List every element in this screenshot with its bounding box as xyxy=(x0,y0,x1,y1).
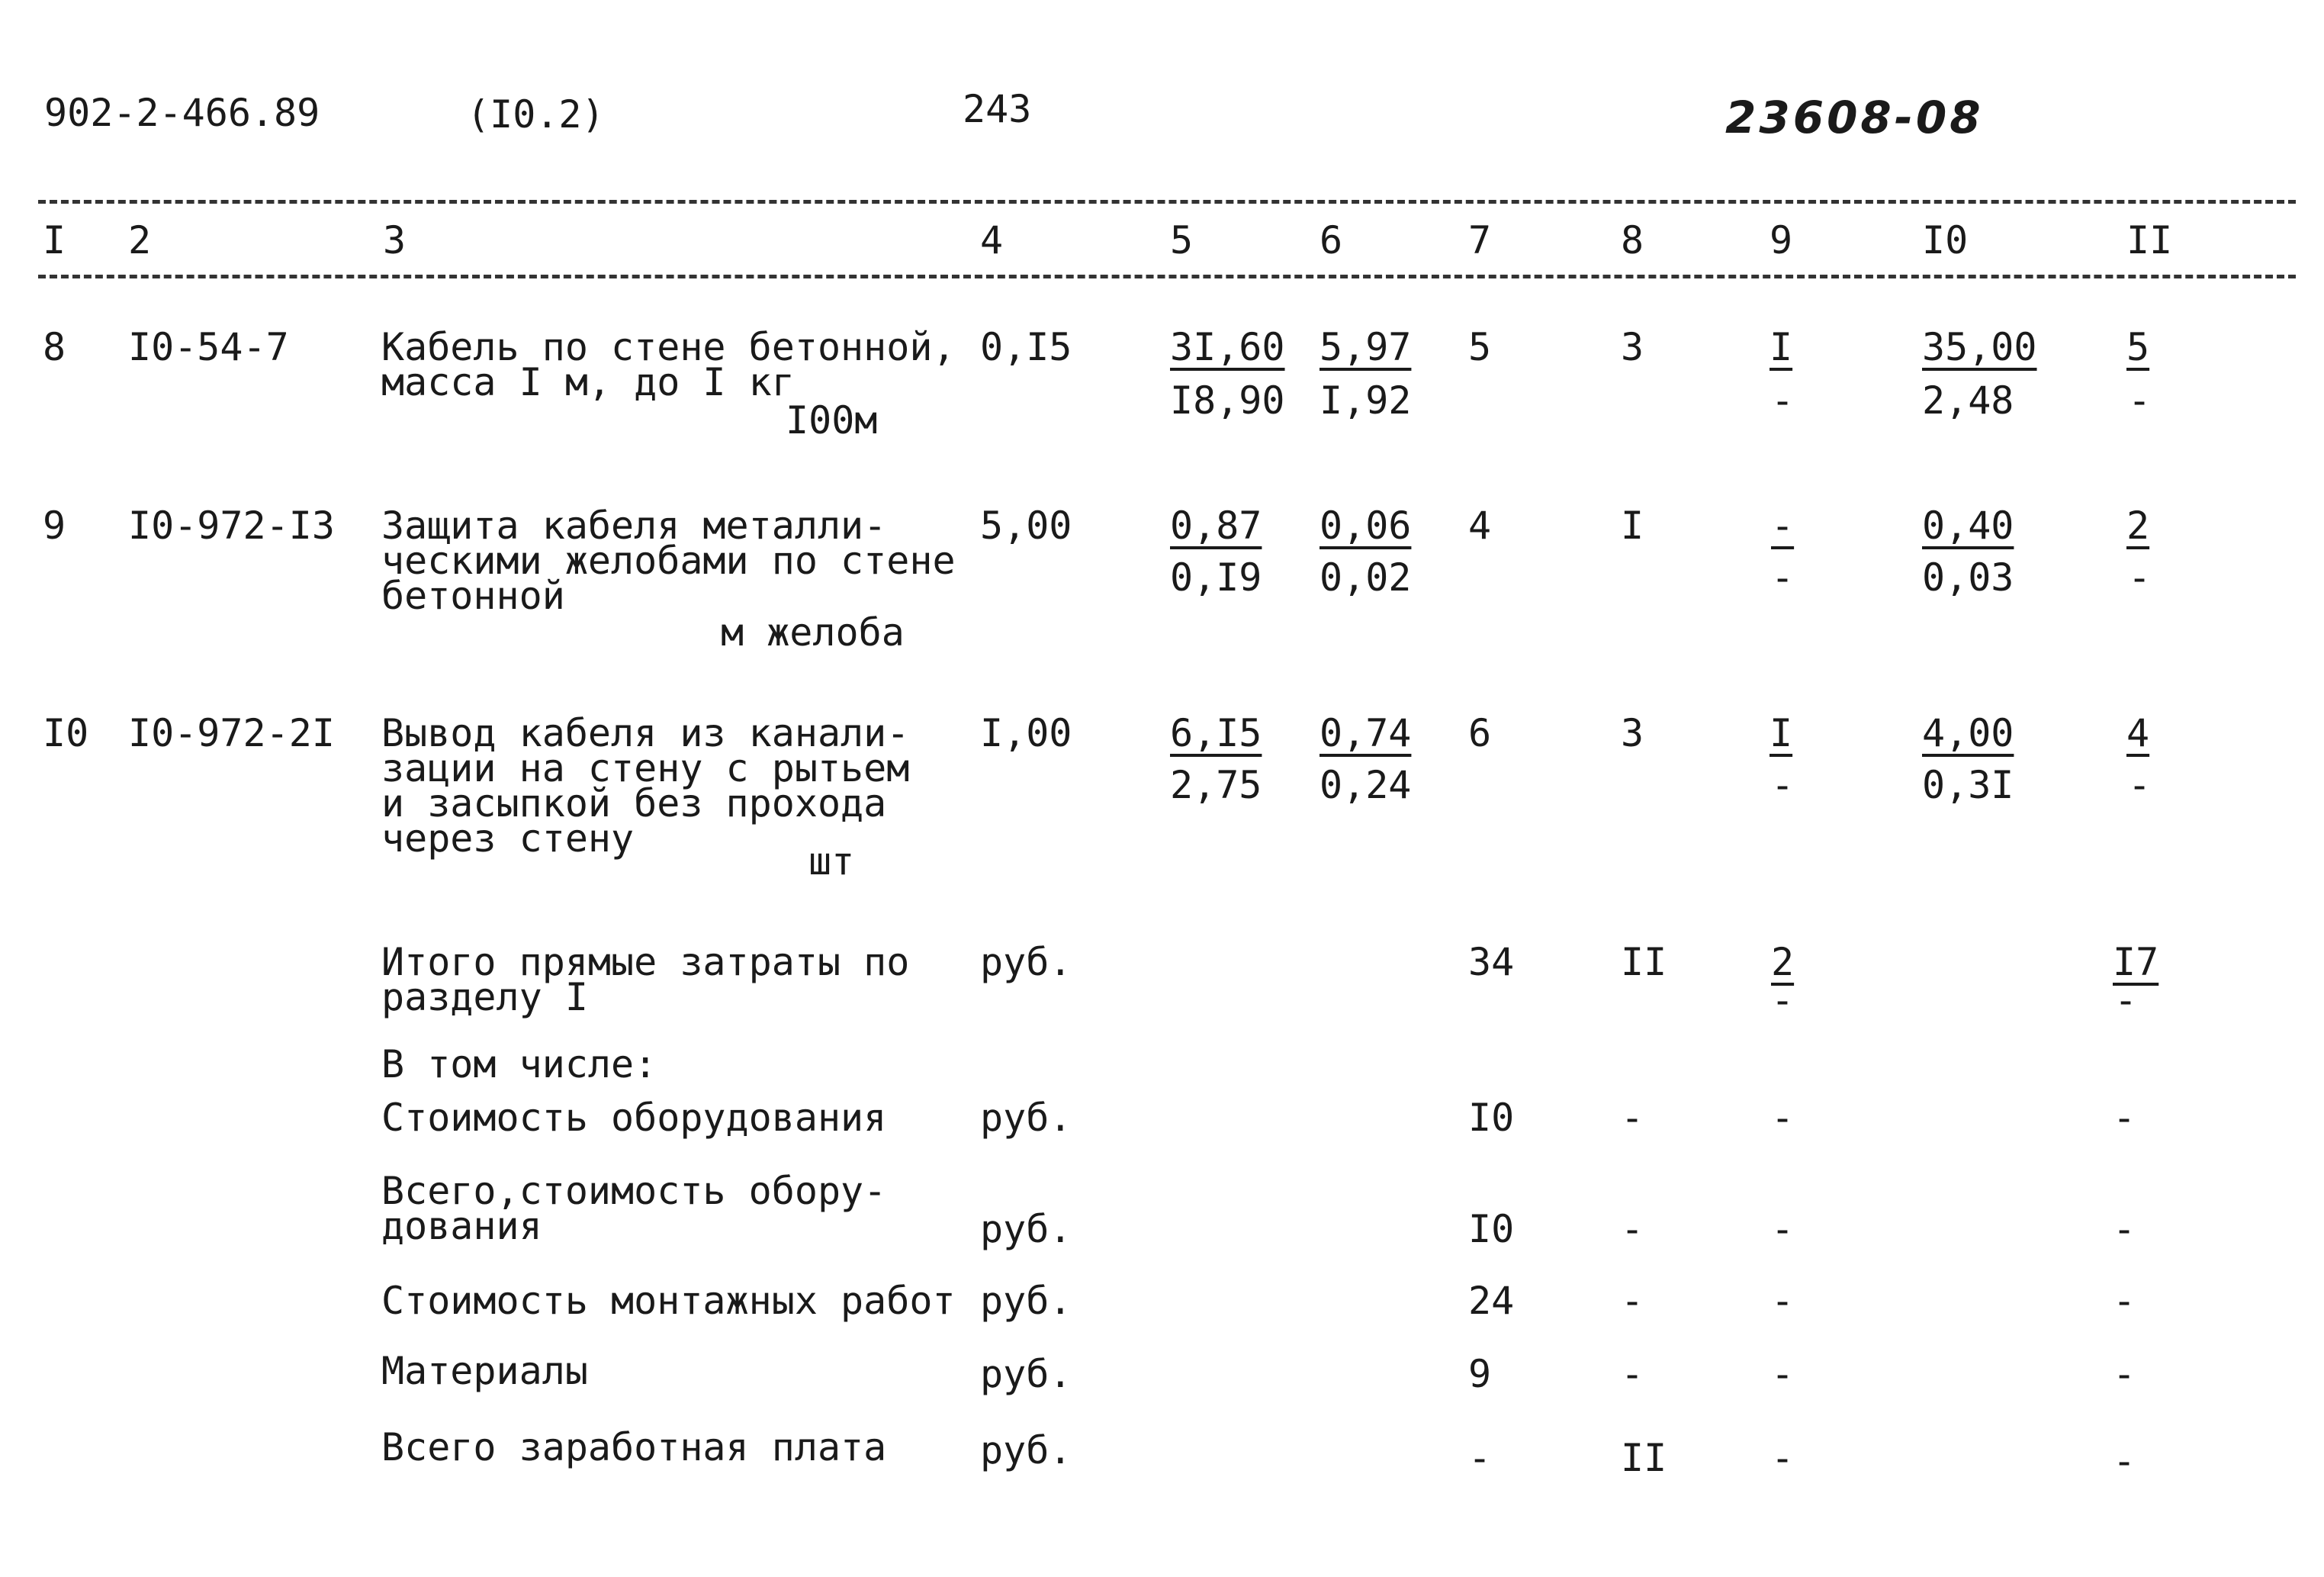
summary-col11: - xyxy=(2113,1352,2136,1396)
col10-sub-value: 0,03 xyxy=(1922,555,2014,600)
col9-sub-value: - xyxy=(1771,378,1795,423)
column-header: I xyxy=(43,218,66,262)
column-header: 2 xyxy=(128,218,152,262)
summary-unit: руб. xyxy=(980,1279,1072,1323)
col6-sub-value: I,92 xyxy=(1320,378,1412,423)
work-description-line: ческими желобами по стене xyxy=(381,539,956,583)
summary-label: Всего заработная плата xyxy=(381,1425,887,1469)
col11-value: 4 xyxy=(2126,711,2150,755)
row-number: I0 xyxy=(43,711,89,755)
work-description-line: через стену xyxy=(381,816,635,861)
price-code: I0-972-I3 xyxy=(128,504,335,548)
summary-unit: руб. xyxy=(980,1096,1072,1140)
col11-value: 2 xyxy=(2126,504,2150,548)
totals-col8: II xyxy=(1621,940,1667,984)
col5-value: 3I,60 xyxy=(1170,325,1285,369)
row-number: 9 xyxy=(43,504,66,548)
col10-value: 0,40 xyxy=(1922,504,2014,548)
col8-value: I xyxy=(1621,504,1644,548)
summary-col9: - xyxy=(1771,1436,1795,1480)
measure-unit: I00м xyxy=(786,398,878,443)
col5-sub-value: I8,90 xyxy=(1170,378,1285,423)
price-code: I0-54-7 xyxy=(128,325,289,369)
col9-value: - xyxy=(1771,504,1795,548)
col9-sub-value: - xyxy=(1771,555,1795,600)
col6-value: 0,74 xyxy=(1320,711,1412,755)
column-header: 9 xyxy=(1770,218,1793,262)
column-header: 6 xyxy=(1320,218,1343,262)
summary-col7: 9 xyxy=(1468,1352,1492,1396)
col6-value: 5,97 xyxy=(1320,325,1412,369)
summary-col7: I0 xyxy=(1468,1096,1515,1140)
quantity: 5,00 xyxy=(980,504,1072,548)
summary-col8: - xyxy=(1621,1352,1644,1396)
col10-value: 35,00 xyxy=(1922,325,2037,369)
col6-sub-value: 0,02 xyxy=(1320,555,1412,600)
col9-sub-value: - xyxy=(1771,763,1795,807)
summary-unit: руб. xyxy=(980,1428,1072,1472)
totals-col9-sub: - xyxy=(1771,978,1795,1022)
col5-value: 0,87 xyxy=(1170,504,1262,548)
summary-col8: - xyxy=(1621,1096,1644,1140)
including-label: В том числе: xyxy=(381,1042,657,1086)
quantity: I,00 xyxy=(980,711,1072,755)
col11-value: 5 xyxy=(2126,325,2150,369)
work-description-line: Кабель по стене бетонной, xyxy=(381,325,956,369)
col5-sub-value: 0,I9 xyxy=(1170,555,1262,600)
col11-sub-value: - xyxy=(2128,378,2152,423)
table-top-rule xyxy=(38,200,2296,204)
col11-sub-value: - xyxy=(2128,555,2152,600)
col10-sub-value: 2,48 xyxy=(1922,378,2014,423)
col10-value: 4,00 xyxy=(1922,711,2014,755)
column-header: 5 xyxy=(1170,218,1194,262)
col6-value: 0,06 xyxy=(1320,504,1412,548)
inventory-stamp: 23608-08 xyxy=(1725,92,1984,143)
col6-sub-value: 0,24 xyxy=(1320,763,1412,807)
summary-col8: - xyxy=(1621,1279,1644,1323)
col5-sub-value: 2,75 xyxy=(1170,763,1262,807)
column-header: I0 xyxy=(1922,218,1969,262)
summary-col9: - xyxy=(1771,1207,1795,1251)
summary-unit: руб. xyxy=(980,1352,1072,1396)
price-code: I0-972-2I xyxy=(128,711,335,755)
summary-col9: - xyxy=(1771,1279,1795,1323)
summary-col7: I0 xyxy=(1468,1207,1515,1251)
col7-value: 4 xyxy=(1468,504,1492,548)
summary-label: Всего,стоимость обору- xyxy=(381,1169,887,1213)
col10-sub-value: 0,3I xyxy=(1922,763,2014,807)
totals-unit: руб. xyxy=(980,940,1072,984)
column-header: II xyxy=(2126,218,2173,262)
col11-sub-value: - xyxy=(2128,763,2152,807)
totals-col9: 2 xyxy=(1771,940,1795,984)
totals-label-line: Итого прямые затраты по xyxy=(381,940,910,984)
summary-col11: - xyxy=(2113,1207,2136,1251)
summary-col11: - xyxy=(2113,1096,2136,1140)
work-description-line: зации на стену с рытьем xyxy=(381,746,910,790)
column-header: 4 xyxy=(980,218,1004,262)
summary-col9: - xyxy=(1771,1352,1795,1396)
col7-value: 5 xyxy=(1468,325,1492,369)
col7-value: 6 xyxy=(1468,711,1492,755)
summary-label: Стоимость оборудования xyxy=(381,1096,887,1140)
col5-value: 6,I5 xyxy=(1170,711,1262,755)
summary-col11: - xyxy=(2113,1279,2136,1323)
col8-value: 3 xyxy=(1621,325,1644,369)
column-header: 8 xyxy=(1621,218,1644,262)
page-number: 243 xyxy=(963,87,1032,131)
col9-value: I xyxy=(1770,325,1793,369)
totals-col11: I7 xyxy=(2113,940,2159,984)
totals-col7: 34 xyxy=(1468,940,1515,984)
measure-unit: м желоба xyxy=(721,610,905,655)
quantity: 0,I5 xyxy=(980,325,1072,369)
table-header-rule xyxy=(38,275,2296,278)
work-description-line: Защита кабеля металли- xyxy=(381,504,887,548)
summary-col8: - xyxy=(1621,1207,1644,1251)
row-number: 8 xyxy=(43,325,66,369)
summary-col11: - xyxy=(2113,1439,2136,1483)
summary-col8: II xyxy=(1621,1436,1667,1480)
summary-col7: 24 xyxy=(1468,1279,1515,1323)
col9-value: I xyxy=(1770,711,1793,755)
column-header: 7 xyxy=(1468,218,1492,262)
measure-unit: шт xyxy=(808,839,855,883)
totals-col11-sub: - xyxy=(2114,978,2138,1022)
summary-col7: - xyxy=(1468,1436,1492,1480)
document-code: 902-2-466.89 xyxy=(44,91,320,135)
work-description-line: Вывод кабеля из канали- xyxy=(381,711,910,755)
column-header: 3 xyxy=(383,218,407,262)
section-number: (I0.2) xyxy=(467,92,605,137)
summary-unit: руб. xyxy=(980,1207,1072,1251)
summary-col9: - xyxy=(1771,1096,1795,1140)
work-description-line: масса I м, до I кг xyxy=(381,360,795,404)
work-description-line: и засыпкой без прохода xyxy=(381,781,887,826)
summary-label: дования xyxy=(381,1204,542,1248)
summary-label: Стоимость монтажных работ xyxy=(381,1279,956,1323)
work-description-line: бетонной xyxy=(381,574,565,618)
totals-label-line: разделу I xyxy=(381,975,588,1019)
summary-label: Материалы xyxy=(381,1349,588,1393)
col8-value: 3 xyxy=(1621,711,1644,755)
